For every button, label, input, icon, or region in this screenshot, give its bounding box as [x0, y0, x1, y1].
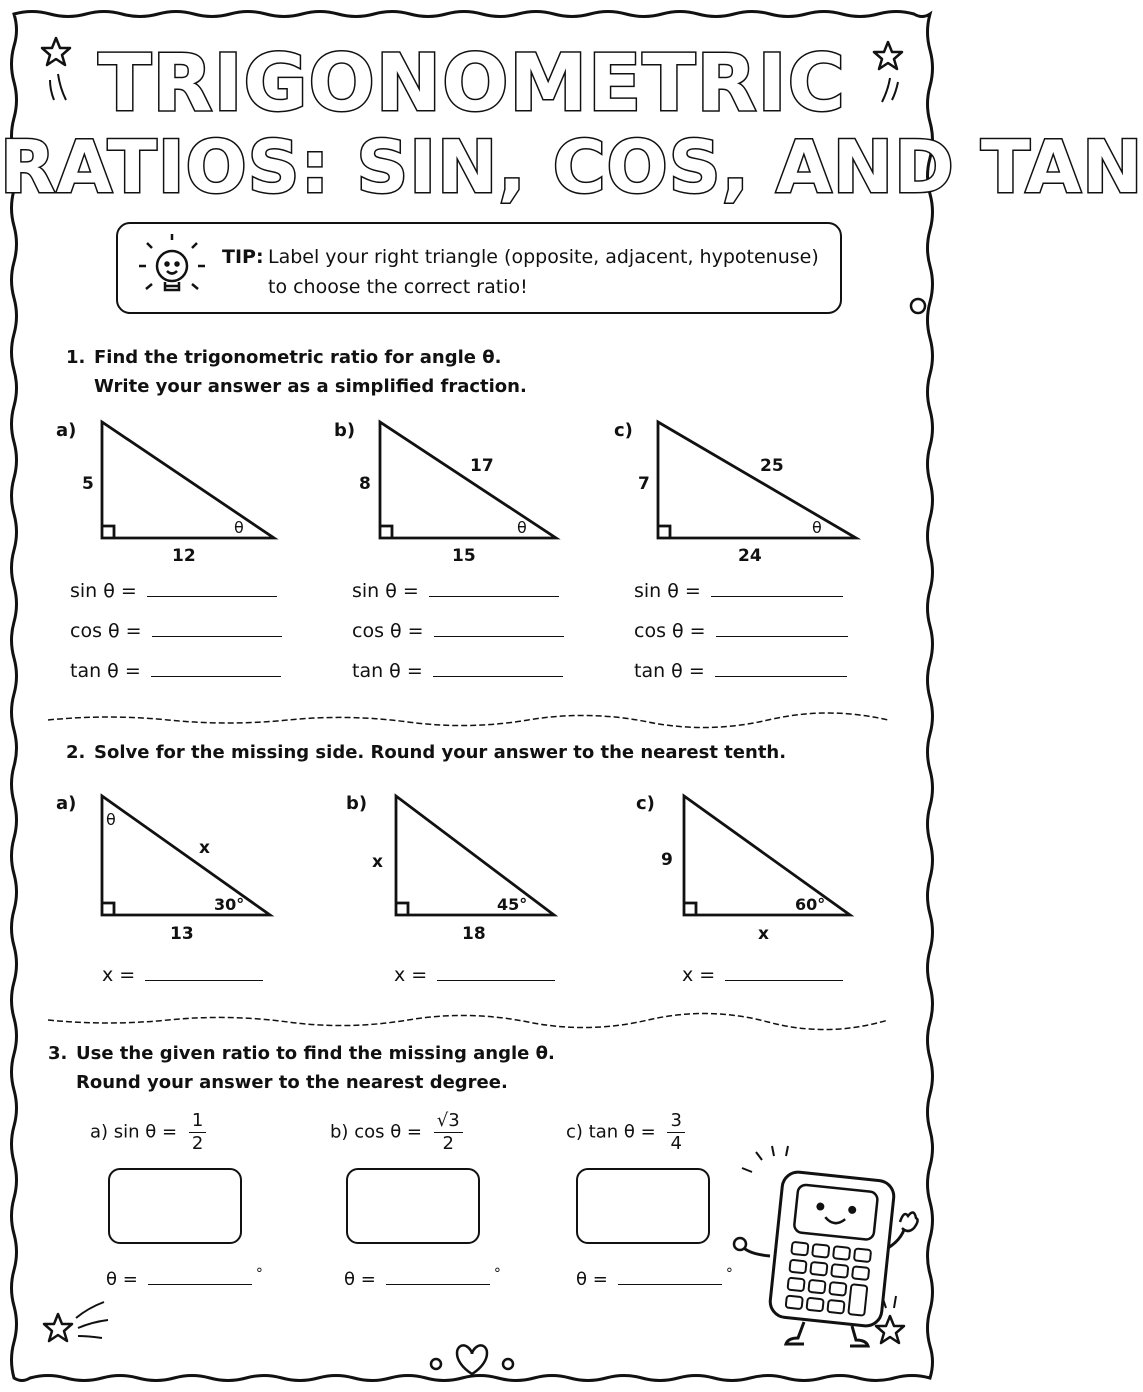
star-icon	[44, 1302, 108, 1341]
tip-line: Label your right triangle (opposite, adjacent, hypotenuse)	[268, 246, 819, 268]
angle-label: θ	[812, 518, 822, 537]
answer-blank[interactable]	[147, 578, 277, 597]
question-2-heading	[66, 738, 786, 767]
part-label: c)	[614, 420, 633, 441]
side-label: 24	[738, 546, 762, 566]
heart-icon	[431, 1345, 513, 1374]
tip-line: to choose the correct ratio!	[268, 276, 528, 298]
numerator: 3	[667, 1110, 684, 1133]
denominator: 4	[670, 1133, 682, 1154]
answer-blank[interactable]	[711, 578, 843, 597]
ratio-row	[70, 618, 282, 642]
ratio-label: sin θ =	[70, 580, 137, 602]
question-number: 1.	[66, 347, 86, 368]
part-label: a)	[56, 793, 77, 814]
part-label: b)	[346, 793, 368, 814]
ratio-row	[352, 658, 563, 682]
ratio-label: tan θ =	[588, 1121, 656, 1143]
work-box[interactable]	[346, 1168, 480, 1244]
ratio-label: tan θ =	[70, 660, 141, 682]
ratio-label: cos θ =	[354, 1121, 423, 1143]
ratio-label: sin θ =	[352, 580, 419, 602]
ratio-row	[634, 578, 843, 602]
side-label: x	[372, 852, 383, 872]
angle-label: 45°	[497, 895, 528, 914]
answer-blank[interactable]	[151, 658, 281, 677]
answer-blank[interactable]	[716, 618, 848, 637]
side-label: 12	[172, 546, 196, 566]
answer-blank[interactable]	[152, 618, 282, 637]
side-label: 25	[760, 456, 784, 476]
answer-label: x =	[102, 964, 136, 986]
answer-blank[interactable]	[437, 962, 555, 981]
ratio-label: tan θ =	[634, 660, 705, 682]
work-box[interactable]	[576, 1168, 710, 1244]
side-label: 18	[462, 924, 486, 944]
question-number: 2.	[66, 742, 86, 763]
side-label: 5	[82, 474, 94, 494]
side-label: x	[758, 924, 769, 944]
ratio-label: cos θ =	[70, 620, 142, 642]
side-label: 8	[359, 474, 371, 494]
part-label: a)	[90, 1121, 109, 1143]
part-label: c)	[636, 793, 655, 814]
side-label: 7	[638, 474, 650, 494]
angle-label: θ	[517, 518, 527, 537]
answer-row	[576, 1266, 733, 1290]
answer-label: θ =	[344, 1269, 376, 1290]
answer-blank[interactable]	[433, 658, 563, 677]
part-label: b)	[330, 1121, 349, 1143]
fraction	[667, 1110, 684, 1155]
question-text: Round your answer to the nearest degree.	[76, 1072, 508, 1093]
side-label: 15	[452, 546, 476, 566]
degree-symbol: °	[493, 1266, 501, 1282]
page-title: TRIGONOMETRIC	[98, 39, 846, 129]
part-label: b)	[334, 420, 356, 441]
answer-blank[interactable]	[429, 578, 559, 597]
part-label: a)	[56, 420, 77, 441]
degree-symbol: °	[255, 1266, 263, 1282]
question-1-heading	[66, 343, 527, 401]
question-text: Use the given ratio to find the missing angle θ.	[76, 1043, 555, 1064]
fraction	[189, 1110, 206, 1155]
part-label: c)	[566, 1121, 583, 1143]
answer-row	[394, 962, 555, 986]
answer-label: x =	[394, 964, 428, 986]
answer-blank[interactable]	[434, 618, 564, 637]
tip-text	[222, 242, 822, 298]
ratio-label: sin θ =	[113, 1121, 178, 1143]
lightbulb-icon	[132, 232, 208, 306]
angle-label: θ	[106, 810, 116, 829]
answer-blank[interactable]	[715, 658, 847, 677]
tip-label: TIP:	[222, 246, 264, 268]
answer-label: θ =	[576, 1269, 608, 1290]
answer-blank[interactable]	[725, 962, 843, 981]
ratio-row	[70, 658, 281, 682]
answer-row	[682, 962, 843, 986]
ratio-row	[352, 618, 564, 642]
denominator: 2	[191, 1133, 204, 1154]
ratio-row	[634, 618, 848, 642]
side-label: 13	[170, 924, 194, 944]
ratio-label: cos θ =	[634, 620, 706, 642]
ratio-row	[70, 578, 277, 602]
answer-blank[interactable]	[145, 962, 263, 981]
ratio-label: cos θ =	[352, 620, 424, 642]
answer-row	[344, 1266, 501, 1290]
answer-blank[interactable]	[386, 1266, 490, 1285]
denominator: 2	[442, 1133, 454, 1154]
degree-symbol: °	[725, 1266, 733, 1282]
answer-label: x =	[682, 964, 716, 986]
answer-blank[interactable]	[618, 1266, 722, 1285]
given-ratio	[90, 1110, 206, 1155]
question-text: Write your answer as a simplified fraction.	[94, 376, 527, 397]
ratio-label: sin θ =	[634, 580, 701, 602]
question-3-heading	[48, 1039, 555, 1097]
angle-label: 60°	[795, 895, 826, 914]
angle-label: 30°	[214, 895, 245, 914]
given-ratio	[566, 1110, 685, 1155]
side-label: 17	[470, 456, 494, 476]
side-label: x	[199, 838, 210, 858]
tip-box	[116, 222, 842, 314]
angle-label: θ	[234, 518, 244, 537]
given-ratio	[330, 1110, 463, 1155]
ratio-row	[352, 578, 559, 602]
question-text: Solve for the missing side. Round your answer to the nearest tenth.	[94, 742, 787, 763]
numerator: 1	[189, 1110, 206, 1133]
ratio-row	[634, 658, 847, 682]
work-box[interactable]	[108, 1168, 242, 1244]
side-label: 9	[661, 850, 673, 870]
answer-label: θ =	[106, 1269, 138, 1290]
ratio-label: tan θ =	[352, 660, 423, 682]
question-text: Find the trigonometric ratio for angle θ.	[94, 347, 502, 368]
answer-row	[106, 1266, 263, 1290]
numerator: √3	[434, 1110, 463, 1133]
page-subtitle: RATIOS: SIN, COS, AND TAN	[0, 125, 1143, 209]
question-number: 3.	[48, 1043, 68, 1064]
answer-row	[102, 962, 263, 986]
fraction	[434, 1110, 463, 1155]
answer-blank[interactable]	[148, 1266, 252, 1285]
section-divider	[48, 712, 888, 732]
section-divider	[48, 1012, 888, 1032]
